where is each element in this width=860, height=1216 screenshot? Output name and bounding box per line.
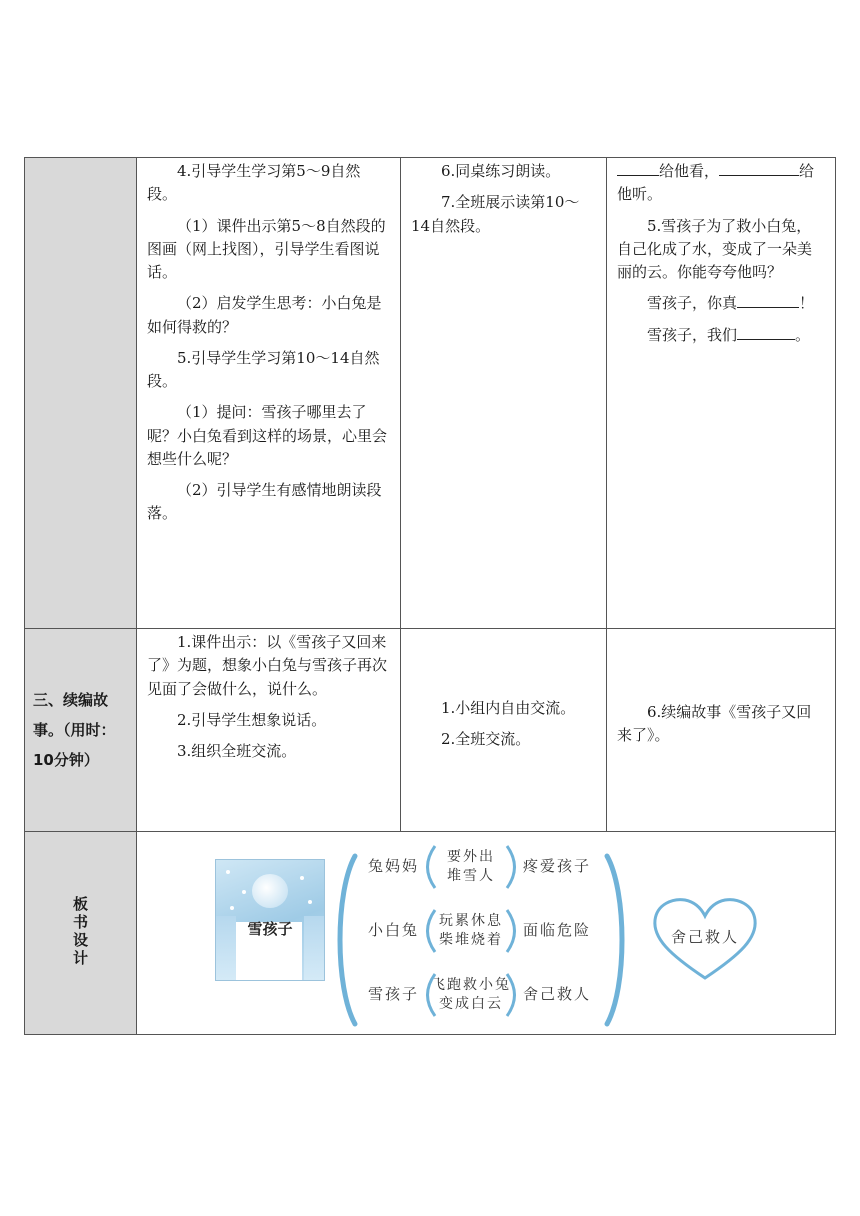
- board-character: 兔妈妈: [367, 857, 419, 876]
- board-row: [359, 842, 629, 892]
- board-result: 面临危险: [523, 921, 592, 940]
- board-design: [137, 832, 835, 1034]
- board-design-label: [25, 832, 137, 1035]
- student-activity-cell: [401, 158, 607, 629]
- notes-line: 6.续编故事《雪孩子又回来了》。: [617, 702, 812, 744]
- notes-text: 雪孩子，我们: [647, 325, 738, 344]
- board-row: [359, 906, 629, 956]
- teacher-step: （1）提问：雪孩子哪里去了呢？小白兔看到这样的场景，心里会想些什么呢？: [147, 403, 388, 468]
- snow-child-picture: [215, 859, 325, 981]
- notes-text: 。: [795, 325, 811, 344]
- notes-line: [617, 160, 825, 207]
- student-step: 1.小组内自由交流。: [441, 698, 576, 717]
- board-character: 雪孩子: [367, 985, 419, 1004]
- fill-blank: [737, 325, 795, 340]
- left-bracket-icon: [329, 852, 359, 1028]
- board-pair-bottom: 变成白云: [439, 996, 503, 1012]
- lesson-plan-table: [24, 157, 836, 1035]
- picture-title: 雪孩子: [247, 920, 293, 938]
- teacher-step: （2）引导学生有感情地朗读段落。: [147, 481, 382, 523]
- frame-pillar: [216, 916, 236, 980]
- design-notes-cell: [607, 158, 836, 629]
- notes-text: ！: [799, 294, 815, 313]
- teacher-step: 3.组织全班交流。: [177, 742, 297, 760]
- board-design-cell: [137, 832, 836, 1035]
- parenthesis-icon: [425, 842, 517, 892]
- notes-text: 雪孩子，你真: [647, 294, 738, 313]
- table-row: [25, 832, 836, 1035]
- teacher-activity-cell: [137, 158, 401, 629]
- student-step: 2.全班交流。: [441, 730, 531, 748]
- teacher-step: （1）课件出示第5～8自然段的图画（网上找图），引导学生看图说话。: [147, 216, 386, 281]
- snowflake-icon: [300, 876, 304, 880]
- board-result: 疼爱孩子: [523, 857, 592, 876]
- board-pair-top: 玩累休息: [439, 913, 503, 930]
- board-design-label-text: 板书设计: [72, 895, 88, 968]
- snowman-face-icon: [252, 874, 288, 908]
- parenthesis-icon: [425, 970, 517, 1020]
- heart-text: 舍己救人: [670, 928, 739, 946]
- notes-text: 给他听。: [617, 162, 815, 204]
- teacher-step: 2.引导学生想象说话。: [177, 710, 327, 729]
- snowflake-icon: [242, 890, 246, 894]
- notes-line: 5.雪孩子为了救小白兔，自己化成了水，变成了一朵美丽的云。你能夸夸他吗？: [617, 216, 813, 281]
- board-pair-bottom: 堆雪人: [447, 868, 495, 884]
- teacher-step: 5.引导学生学习第10～14自然段。: [147, 348, 380, 390]
- parenthesis-icon: [425, 906, 517, 956]
- notes-line: [617, 292, 825, 315]
- board-pair: [425, 970, 517, 1020]
- snowflake-icon: [230, 906, 234, 910]
- teacher-activity-cell: [137, 629, 401, 832]
- board-pair-bottom: 柴堆烧着: [439, 932, 503, 948]
- teacher-step: 1.课件出示：以《雪孩子又回来了》为题，想象小白兔与雪孩子再次见面了会做什么，说什么。: [147, 633, 388, 698]
- board-character: 小白兔: [367, 921, 419, 940]
- teacher-step: 4.引导学生学习第5～9自然段。: [147, 162, 361, 204]
- board-pair: [425, 842, 517, 892]
- table-row: [25, 158, 836, 629]
- notes-text: 给他看，: [659, 162, 720, 180]
- notes-line: [617, 324, 825, 347]
- board-pair: [425, 906, 517, 956]
- teacher-step: （2）启发学生思考：小白兔是如何得救的？: [147, 294, 382, 336]
- fill-blank: [719, 161, 799, 176]
- section-label-cell: 三、续编故事。（用时：10分钟）: [25, 629, 137, 832]
- fill-blank: [617, 161, 659, 176]
- table-row: [25, 629, 836, 832]
- board-result: 舍己救人: [523, 985, 592, 1004]
- student-step: 6.同桌练习朗读。: [441, 162, 561, 180]
- fill-blank: [737, 293, 799, 308]
- board-pair-top: 飞跑救小兔: [431, 977, 511, 994]
- student-activity-cell: [401, 629, 607, 832]
- snowflake-icon: [226, 870, 230, 874]
- design-notes-cell: [607, 629, 836, 832]
- frame-pillar: [304, 916, 324, 980]
- board-pair-top: 要外出: [447, 849, 495, 866]
- section-label-cell: [25, 158, 137, 629]
- board-row: [359, 970, 629, 1020]
- student-step: 7.全班展示读第10～14自然段。: [411, 193, 580, 235]
- snowflake-icon: [308, 900, 312, 904]
